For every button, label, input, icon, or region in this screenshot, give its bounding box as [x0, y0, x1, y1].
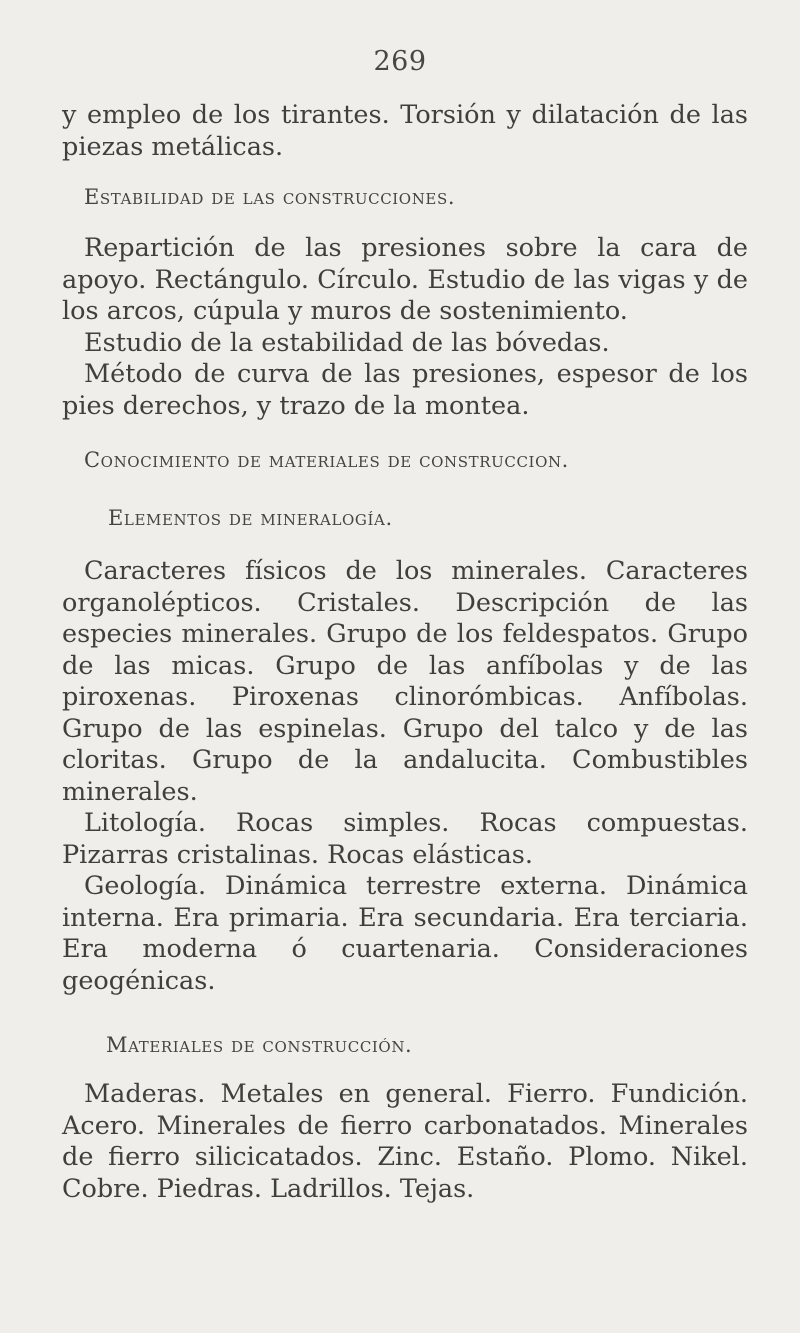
mineralogia-paragraph-3: Geología. Dinámica terrestre externa. Dinámica interna. Era primaria. Era secundaria. Era terciaria. Era moderna ó cuartenaria. Consideraciones geogénicas. — [62, 871, 748, 996]
heading-mineralogia: Elementos de mineralogía. — [108, 506, 393, 530]
heading-estabilidad: Estabilidad de las construcciones. — [84, 185, 456, 209]
heading-conocimiento: Conocimiento de materiales de construccion. — [84, 448, 569, 472]
estabilidad-paragraph-2: Estudio de la estabilidad de las bóvedas. — [84, 327, 610, 358]
intro-paragraph: y empleo de los tirantes. Torsión y dilatación de las piezas metálicas. — [62, 100, 748, 162]
estabilidad-paragraph-1: Repartición de las presiones sobre la cara de apoyo. Rectángulo. Círculo. Estudio de las vigas y de los arcos, cúpula y muros de sostenimiento. — [62, 233, 748, 326]
materiales-paragraph: Maderas. Metales en general. Fierro. Fundición. Acero. Minerales de fierro carbonatados. Minerales de fierro silicicatados. Zinc. Estaño. Plomo. Nikel. Cobre. Piedras. Ladrillos. Tejas. — [62, 1079, 748, 1204]
estabilidad-paragraph-3: Método de curva de las presiones, espesor de los pies derechos, y trazo de la montea. — [62, 359, 748, 421]
mineralogia-paragraph-2: Litología. Rocas simples. Rocas compuestas. Pizarras cristalinas. Rocas elásticas. — [62, 808, 748, 870]
mineralogia-paragraph-1: Caracteres físicos de los minerales. Caracteres organolépticos. Cristales. Descripción de las especies minerales. Grupo de los feldespatos. Grupo de las micas. Grupo de las anfíbolas y de las piroxenas. Piroxenas clinorómbicas. Anfíbolas. Grupo de las espinelas. Grupo del talco y de las cloritas. Grupo de la andalucita. Combustibles minerales. — [62, 556, 748, 807]
page-number: 269 — [373, 46, 427, 77]
page-body — [62, 100, 748, 1205]
heading-materiales: Materiales de construcción. — [106, 1033, 413, 1057]
